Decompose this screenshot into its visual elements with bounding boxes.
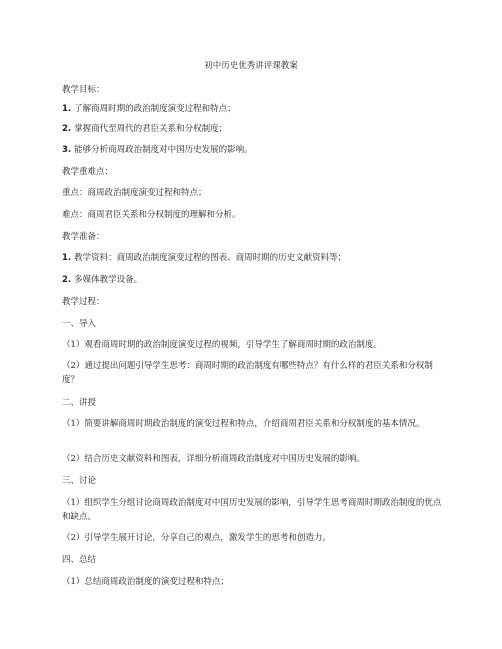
objective-text: 了解商周时期的政治制度演变过程和特点； [74,104,236,114]
objective-text: 掌握商代至周代的君臣关系和分权制度； [74,124,228,134]
section-title: 二、讲授 [62,398,97,408]
objective-text: 能够分析商周政治制度对中国历史发展的影响。 [74,145,253,155]
objective-item [62,122,442,136]
objective-item [62,143,442,157]
section-item: （1）简要讲解商周时期政治制度的演变过程和特点，介绍商周君臣关系和分权制度的基本情况。 [62,419,425,429]
preparation-number: 2. [62,275,72,285]
section-item: （1）总结商周政治制度的演变过程和特点； [62,577,229,587]
document-title: 初中历史优秀讲评课教案 [204,61,298,71]
section-title: 三、讨论 [62,476,97,486]
section-title: 四、总结 [62,555,97,565]
process-heading: 教学过程： [62,297,105,307]
section-item: （2）引导学生展开讨论，分享自己的观点，激发学生的思考和创造力。 [62,533,331,543]
objective-number: 1. [62,104,72,114]
section-title: 一、导入 [62,319,97,329]
section-item: （2）通过提出问题引导学生思考：商周时期的政治制度有哪些特点？有什么样的君臣关系和分权制度？ [62,361,433,385]
preparation-item [62,251,442,265]
key-points-heading: 教学重难点： [62,167,114,177]
key-point: 重点：商周政治制度演变过程和特点； [62,188,207,198]
section-item: （2）结合历史文献资料和图表，详细分析商周政治制度对中国历史发展的影响。 [62,454,365,464]
preparation-item [62,273,442,287]
objectives-heading: 教学目标： [62,85,105,95]
preparation-number: 1. [62,253,72,263]
objective-item [62,102,442,116]
objective-number: 3. [62,145,72,155]
difficult-point: 难点：商周君臣关系和分权制度的理解和分析。 [62,210,241,220]
preparation-text: 多媒体教学设备。 [74,275,143,285]
preparation-heading: 教学准备： [62,232,105,242]
preparation-text: 教学资料：商周政治制度演变过程的图表、商周时期的历史文献资料等； [74,253,347,263]
section-item: （1）组织学生分组讨论商周政治制度对中国历史发展的影响，引导学生思考商周时期政治制度的优点和缺点。 [62,498,442,522]
section-item: （1）观看商周时期的政治制度演变过程的视频，引导学生了解商周时期的政治制度。 [62,340,382,350]
objective-number: 2. [62,124,72,134]
